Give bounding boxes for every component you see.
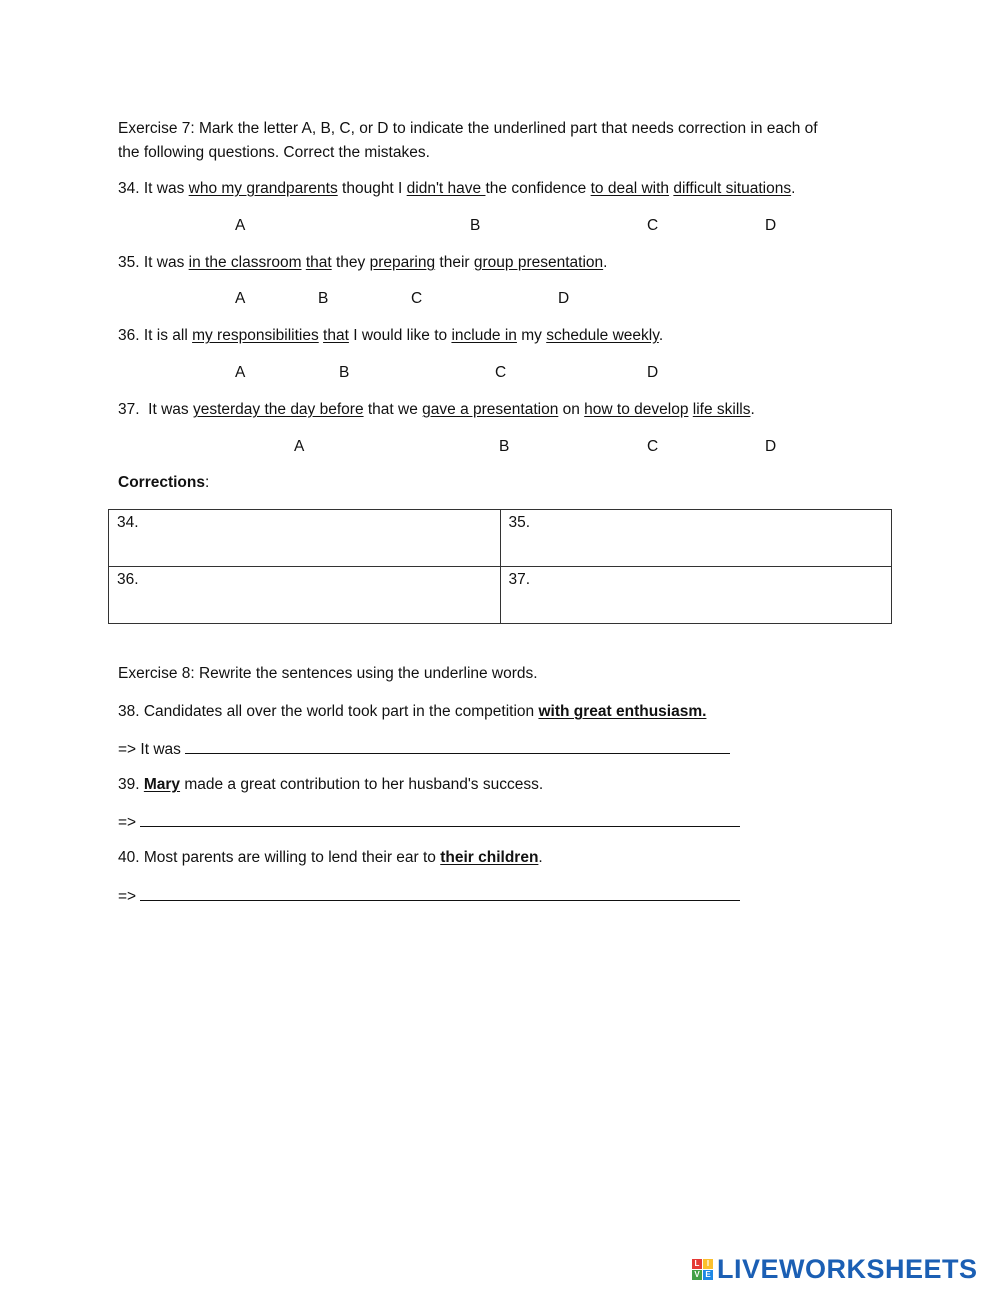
q36-letter-a: A xyxy=(235,364,246,381)
q34-text: thought I xyxy=(337,180,407,197)
q39-answer-line[interactable] xyxy=(118,812,740,832)
q40-emphasis: their children xyxy=(440,849,539,866)
q40-end: . xyxy=(538,849,543,866)
question-38 xyxy=(118,703,706,721)
q40-text: 40. Most parents are willing to lend their ear to xyxy=(118,849,441,866)
question-35 xyxy=(118,254,607,272)
q37-text: . xyxy=(750,401,755,418)
q35-letter-d: D xyxy=(558,290,570,307)
q36-part-a: my responsibilities xyxy=(192,327,319,344)
q36-part-b: that xyxy=(323,327,349,344)
q37-part-d: life skills xyxy=(692,401,751,418)
q35-part-d: group presentation xyxy=(473,254,604,271)
logo-icon xyxy=(692,1259,713,1280)
q37-text: on xyxy=(558,401,585,418)
q35-letter-b: B xyxy=(318,290,329,307)
question-37 xyxy=(118,401,755,419)
liveworksheets-logo xyxy=(692,1252,978,1286)
table-row xyxy=(109,567,892,624)
logo-icon-letter: E xyxy=(703,1270,713,1280)
correction-cell-37[interactable]: 37. xyxy=(500,567,892,624)
q36-letter-c: C xyxy=(495,364,507,381)
q35-part-a: in the classroom xyxy=(188,254,302,271)
q38-answer-prefix: => It was xyxy=(118,741,186,758)
q34-letter-b: B xyxy=(470,217,481,234)
q39-number: 39. xyxy=(118,776,144,793)
q36-part-d: schedule weekly xyxy=(546,327,659,344)
q36-text: 36. It is all xyxy=(118,327,193,344)
q35-text: 35. It was xyxy=(118,254,189,271)
corrections-table xyxy=(108,509,892,624)
q40-answer-blank[interactable] xyxy=(140,886,740,901)
q35-letter-c: C xyxy=(411,290,423,307)
q34-part-a: who my grandparents xyxy=(188,180,338,197)
q37-part-c: how to develop xyxy=(584,401,689,418)
q37-part-b: gave a presentation xyxy=(422,401,559,418)
q34-letter-d: D xyxy=(765,217,777,234)
q37-letter-d: D xyxy=(765,438,777,455)
q35-letter-a: A xyxy=(235,290,246,307)
corrections-label: Corrections xyxy=(118,474,205,491)
q38-answer-line[interactable] xyxy=(118,739,730,759)
correction-cell-35[interactable]: 35. xyxy=(500,510,892,567)
q39-answer-blank[interactable] xyxy=(140,812,740,827)
q35-part-b: that xyxy=(305,254,332,271)
exercise7-instructions-line1: Exercise 7: Mark the letter A, B, C, or D to indicate the underlined part that needs correction in each of xyxy=(118,120,818,137)
q40-answer-prefix: => xyxy=(118,888,141,905)
q40-answer-line[interactable] xyxy=(118,886,740,906)
q38-answer-blank[interactable] xyxy=(185,739,730,754)
q37-letter-c: C xyxy=(647,438,659,455)
question-40 xyxy=(118,849,543,867)
q34-part-c: to deal with xyxy=(590,180,670,197)
q34-part-b: didn't have xyxy=(406,180,486,197)
logo-icon-letter: L xyxy=(692,1259,702,1269)
q37-letter-b: B xyxy=(499,438,510,455)
correction-cell-36[interactable]: 36. xyxy=(109,567,501,624)
q37-text: 37. It was xyxy=(118,401,193,418)
exercise8-instructions: Exercise 8: Rewrite the sentences using the underline words. xyxy=(118,665,538,682)
correction-cell-34[interactable]: 34. xyxy=(109,510,501,567)
q39-answer-prefix: => xyxy=(118,814,141,831)
q36-text: my xyxy=(516,327,547,344)
q34-part-d: difficult situations xyxy=(673,180,792,197)
q39-text: made a great contribution to her husband's success. xyxy=(180,776,544,793)
q35-text: they xyxy=(331,254,370,271)
q35-text: . xyxy=(603,254,608,271)
corrections-colon: : xyxy=(205,474,210,491)
q36-text: I would like to xyxy=(348,327,452,344)
q36-letter-d: D xyxy=(647,364,659,381)
q34-text: the confidence xyxy=(485,180,591,197)
exercise7-instructions-line2: the following questions. Correct the mistakes. xyxy=(118,144,430,161)
q34-text: 34. It was xyxy=(118,180,189,197)
question-36 xyxy=(118,327,663,345)
corrections-heading xyxy=(118,474,209,492)
logo-text: LIVEWORKSHEETS xyxy=(717,1253,978,1284)
question-34 xyxy=(118,180,795,198)
q36-part-c: include in xyxy=(451,327,517,344)
q39-emphasis: Mary xyxy=(143,776,181,793)
q35-part-c: preparing xyxy=(369,254,436,271)
q38-text: 38. Candidates all over the world took part in the competition xyxy=(118,703,539,720)
logo-icon-letter: I xyxy=(703,1259,713,1269)
q35-text: their xyxy=(435,254,474,271)
logo-icon-letter: V xyxy=(692,1270,702,1280)
q36-letter-b: B xyxy=(339,364,350,381)
q37-letter-a: A xyxy=(294,438,305,455)
q38-emphasis: with great enthusiasm. xyxy=(538,703,707,720)
table-row xyxy=(109,510,892,567)
q37-part-a: yesterday the day before xyxy=(192,401,364,418)
q34-letter-a: A xyxy=(235,217,246,234)
q36-text: . xyxy=(658,327,664,344)
question-39 xyxy=(118,776,543,794)
q34-text: . xyxy=(791,180,796,197)
q34-letter-c: C xyxy=(647,217,659,234)
q37-text: that we xyxy=(363,401,423,418)
